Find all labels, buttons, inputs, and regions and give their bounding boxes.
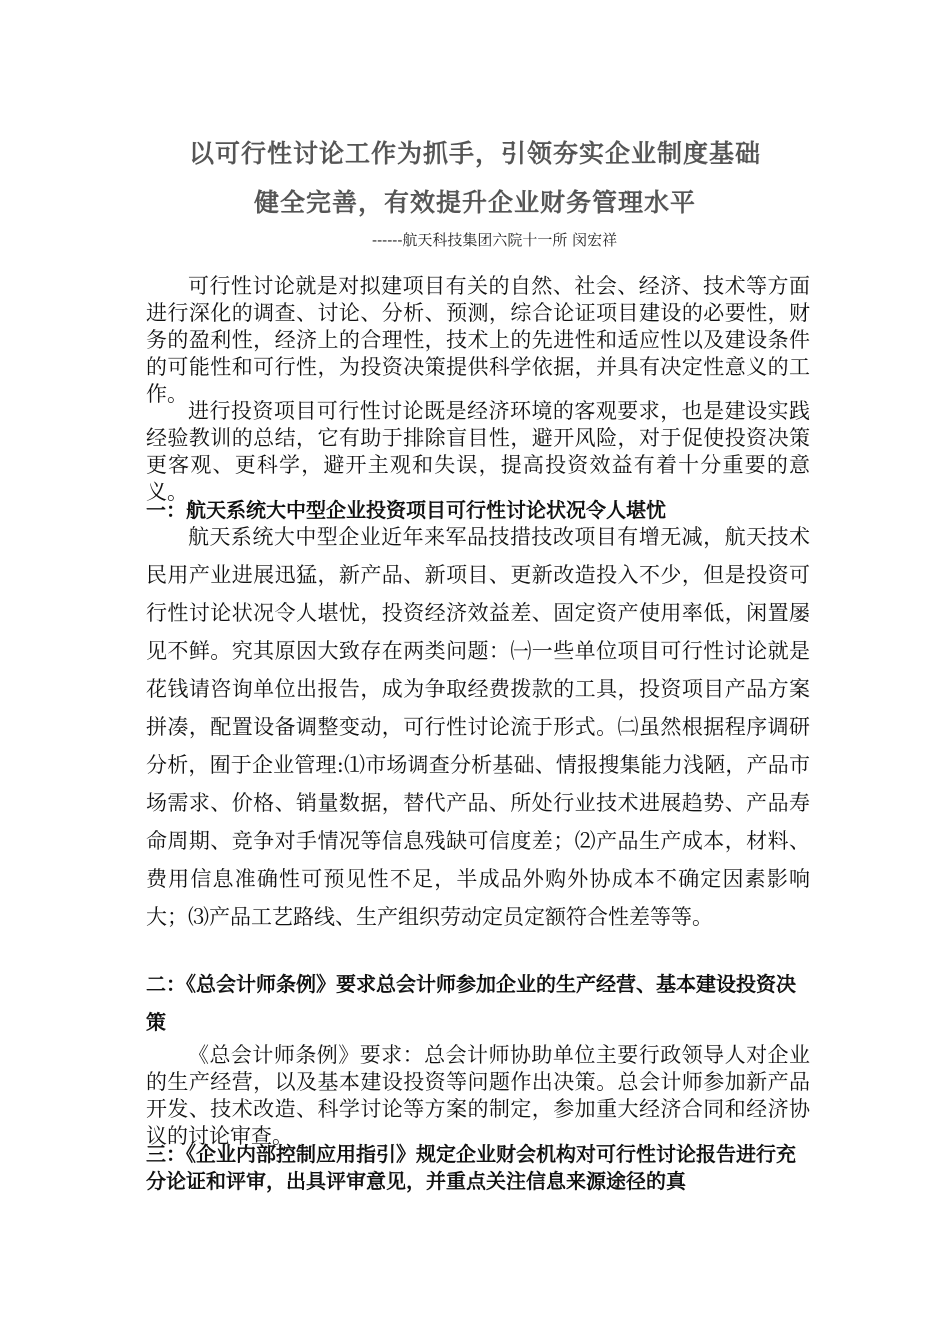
body-paragraph: 航天系统大中型企业近年来军品技措技改项目有增无减，航天技术民用产业进展迅猛，新产品、新项目、更新改造投入不少，但是投资可行性讨论状况令人堪忧，投资经济效益差、固定资产使用率低，闲置屡见不鲜。究其原因大致存在两类问题：㈠一些单位项目可行性讨论就是花钱请咨询单位出报告，成为争取经费拨款的工具，投资项目产品方案拼凑，配置设备调整变动，可行性讨论流于形式。㈡虽然根据程序调研分析，囿于企业管理:⑴市场调查分析基础、情报搜集能力浅陋，产品市场需求、价格、销量数据，替代产品、所处行业技术进展趋势、产品寿命周期、竞争对手情况等信息残缺可信度差；⑵产品生产成本，材料、费用信息准确性可预见性不足，半成品外购外协成本不确定因素影响大；⑶产品工艺路线、生产组织劳动定员定额符合性差等等。 [146, 525, 810, 929]
body-paragraph: 进行投资项目可行性讨论既是经济环境的客观要求，也是建设实践经验教训的总结，它有助于排除盲目性，避开风险，对于促使投资决策更客观、更科学，避开主观和失误，提高投资效益有着十分重要的意义。 [146, 399, 810, 504]
body-paragraph: 《总会计师条例》要求：总会计师协助单位主要行政领导人对企业的生产经营，以及基本建设投资等问题作出决策。总会计师参加新产品开发、技术改造、科学讨论等方案的制定，参加重大经济合同和经济协议的讨论审查。 [146, 1043, 810, 1148]
section-heading: 一：航天系统大中型企业投资项目可行性讨论状况令人堪忧 [146, 498, 666, 522]
author-byline: ------航天科技集团六院十一所 闵宏祥 [372, 231, 618, 249]
document-title-line-1: 以可行性讨论工作为抓手，引领夯实企业制度基础 [188, 139, 761, 168]
document-title-line-2: 健全完善，有效提升企业财务管理水平 [253, 188, 696, 217]
body-paragraph: 可行性讨论就是对拟建项目有关的自然、社会、经济、技术等方面进行深化的调查、讨论、分析、预测，综合论证项目建设的必要性，财务的盈利性，经济上的合理性，技术上的先进性和适应性以及建设条件的可能性和可行性，为投资决策提供科学依据，并具有决定性意义的工作。 [146, 274, 810, 406]
section-heading: 二：《总会计师条例》要求总会计师参加企业的生产经营、基本建设投资决策 [146, 972, 796, 1034]
section-heading: 三：《企业内部控制应用指引》规定企业财会机构对可行性讨论报告进行充分论证和评审，出具评审意见，并重点关注信息来源途径的真 [146, 1142, 796, 1193]
